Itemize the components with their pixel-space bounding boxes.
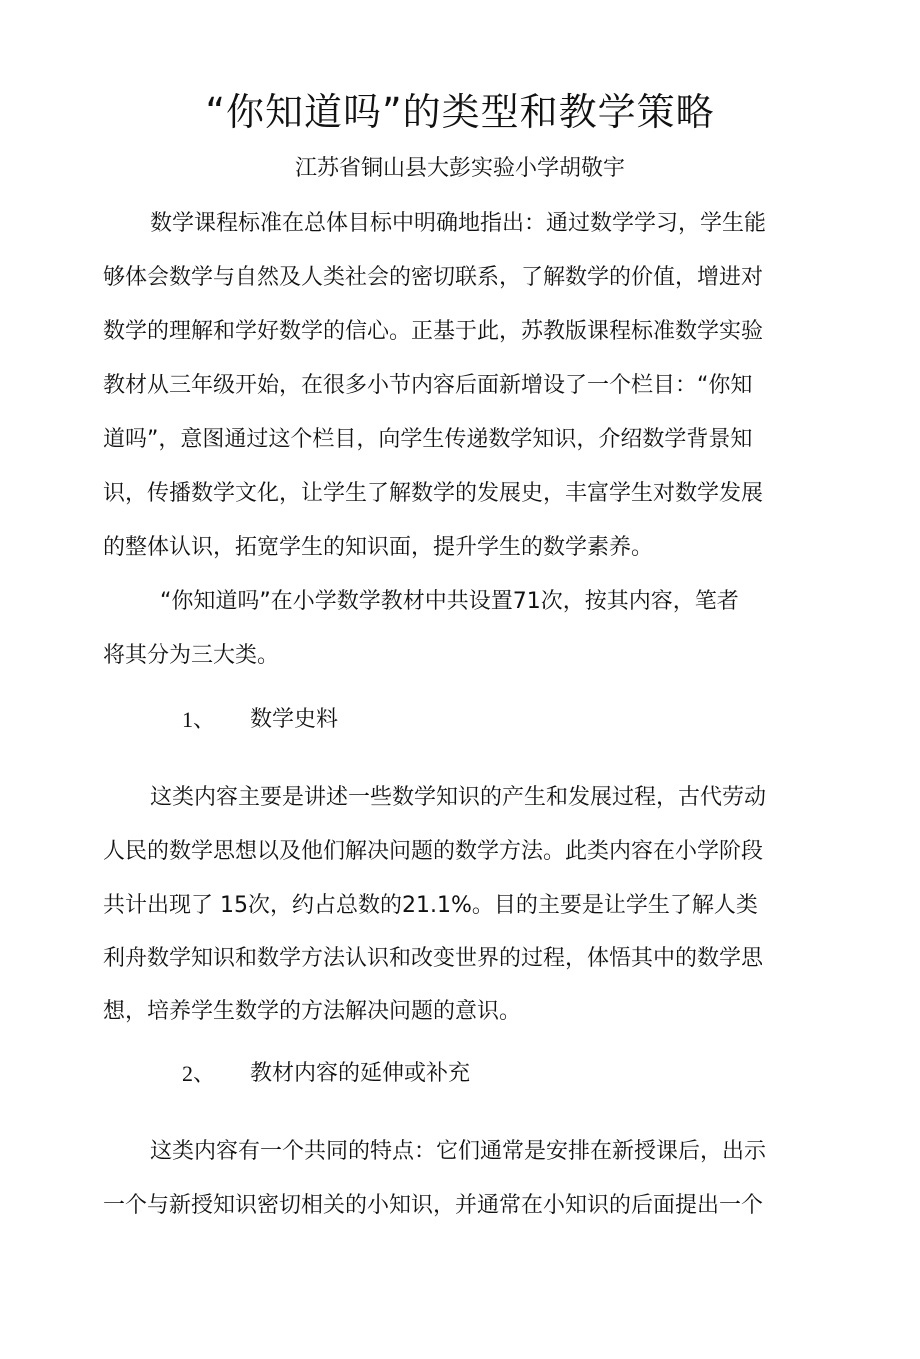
paragraph-1-line: 识，传播数学文化，让学生了解数学的发展史，丰富学生对数学发展 [103,481,764,506]
paragraph-4-line: 这类内容有一个共同的特点：它们通常是安排在新授课后，出示 [150,1139,767,1164]
paragraph-1-line: 数学的理解和学好数学的信心。正基于此，苏教版课程标准数学实验 [103,319,764,344]
author-line: 江苏省铜山县大彭实验小学胡敬宇 [294,156,625,181]
paragraph-3-line: 这类内容主要是讲述一些数学知识的产生和发展过程，古代劳动 [150,785,767,810]
paragraph-3-line: 想，培养学生数学的方法解决问题的意识。 [103,999,522,1024]
paragraph-1-line: 够体会数学与自然及人类社会的密切联系，了解数学的价值，增进对 [103,265,764,290]
paragraph-3-line: 共计出现了 15次，约占总数的21.1%。目的主要是让学生了解人类 [103,893,758,918]
paragraph-1-line: 教材从三年级开始，在很多小节内容后面新增设了一个栏目：“你知 [103,373,753,398]
section-1-title: 数学史料 [250,707,339,732]
paragraph-3-line: 利舟数学知识和数学方法认识和改变世界的过程，体悟其中的数学思 [103,946,764,971]
document-title: “你知道吗”的类型和教学策略 [205,90,715,134]
section-2-title: 教材内容的延伸或补充 [250,1061,471,1086]
paragraph-4-line: 一个与新授知识密切相关的小知识，并通常在小知识的后面提出一个 [103,1193,764,1218]
paragraph-2-line: 将其分为三大类。 [103,643,280,668]
paragraph-1-line: 的整体认识，拓宽学生的知识面，提升学生的数学素养。 [103,535,654,560]
paragraph-1-line: 道吗”，意图通过这个栏目，向学生传递数学知识，介绍数学背景知 [103,427,753,452]
paragraph-1-line: 数学课程标准在总体目标中明确地指出：通过数学学习，学生能 [150,211,767,236]
paragraph-3-line: 人民的数学思想以及他们解决问题的数学方法。此类内容在小学阶段 [103,839,764,864]
paragraph-2-line: “你知道吗”在小学数学教材中共设置71次，按其内容，笔者 [160,589,739,614]
section-1-number: 1、 [182,707,216,732]
section-2-number: 2、 [182,1061,216,1086]
